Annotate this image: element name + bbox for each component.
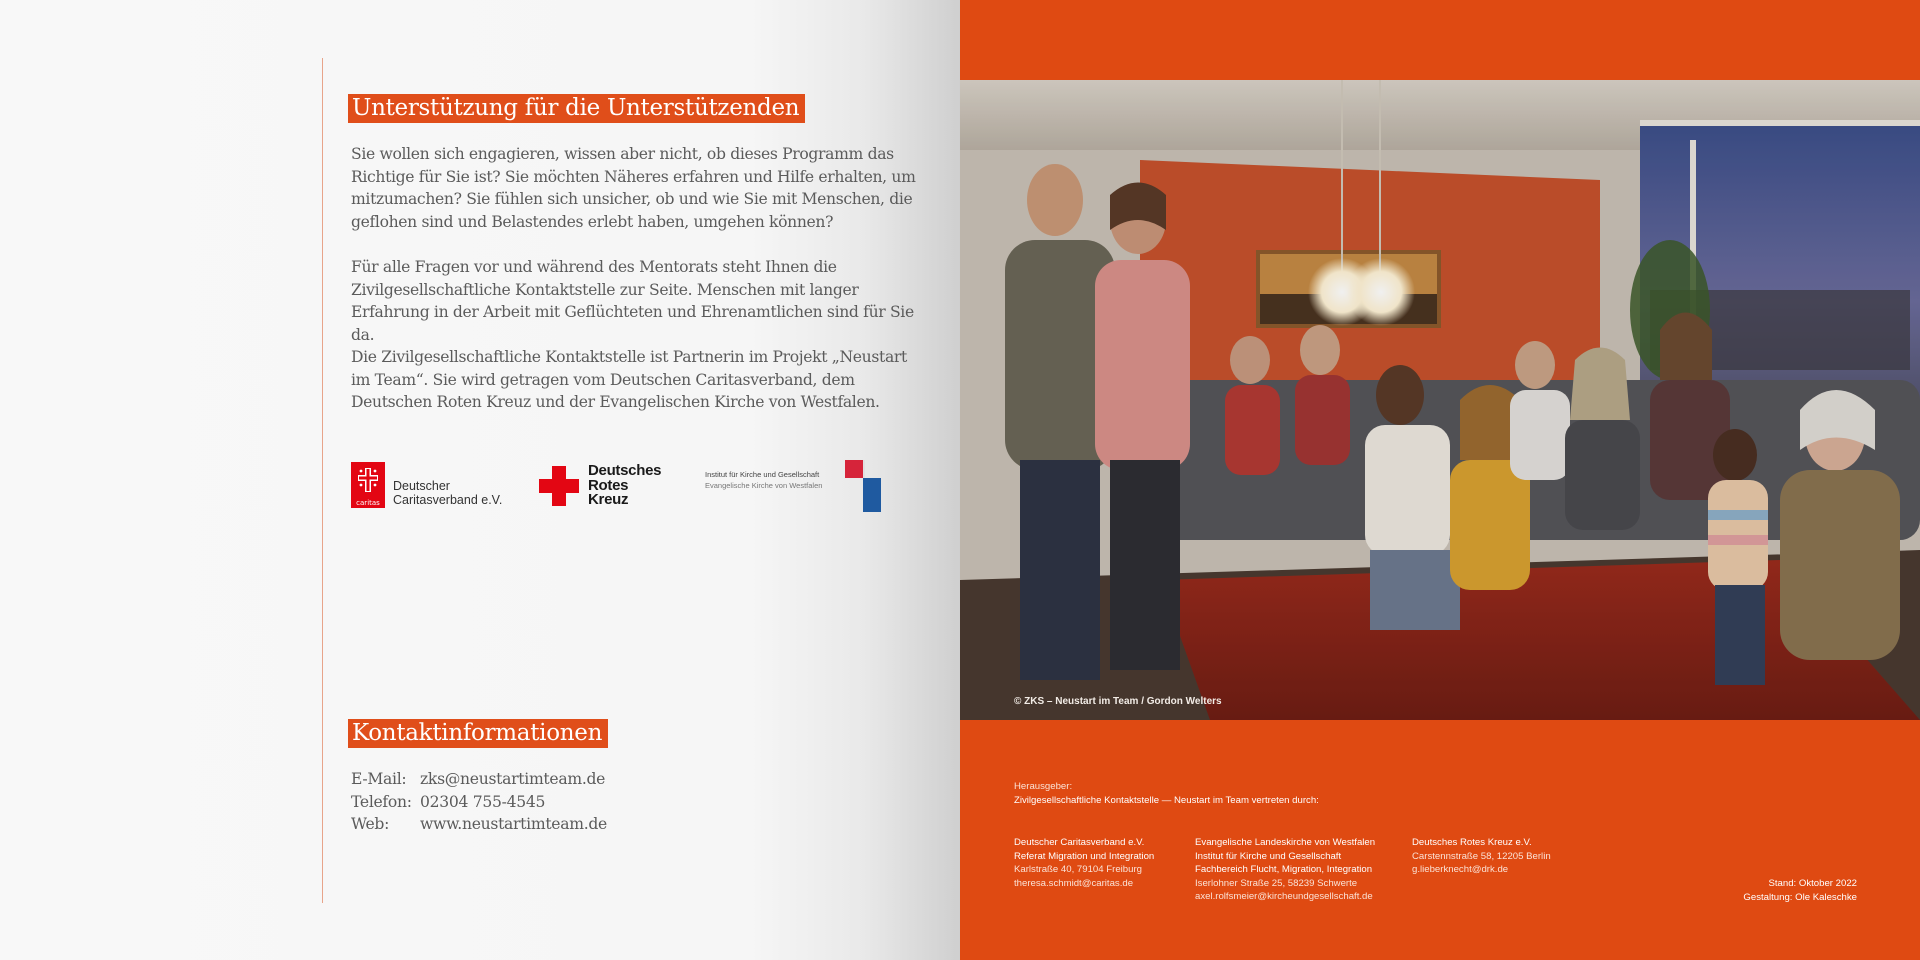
drk-line-1: Deutsches [588,462,662,479]
imprint-line: Iserlohner Straße 25, 58239 Schwerte [1195,877,1358,889]
phone-link[interactable]: 02304 755-4545 [420,792,546,811]
imprint-line: Carstennstraße 58, 12205 Berlin [1412,850,1551,862]
contact-row-email [351,768,607,791]
imprint-meta [1743,877,1857,904]
ikg-logo [705,460,885,514]
contact-row-phone [351,791,607,814]
drk-logo [539,464,679,510]
imprint-ekvw [1195,836,1375,904]
imprint-email[interactable]: g.lieberknecht@drk.de [1412,864,1509,875]
paragraph-partnership: Die Zivilgesellschaftliche Kontaktstelle ist Partnerin im Projekt „Neustart im Team“. Sie wird getragen vom Deutschen Caritasverband, dem Deutschen Roten Kreuz und der Evangelischen Kirche von Westfalen. [351,348,907,411]
stand-date: Stand: Oktober 2022 [1768,878,1857,889]
imprint-email[interactable]: axel.rolfsmeier@kircheundgesellschaft.de [1195,891,1373,902]
vertical-divider-line [322,58,323,903]
caritas-logo-text [393,479,502,507]
publisher-name: Zivilgesellschaftliche Kontaktstelle — Neustart im Team vertreten durch: [1014,794,1319,806]
ikg-logo-text [705,469,822,491]
ikg-line-2: Evangelische Kirche von Westfalen [705,481,823,490]
web-link[interactable]: www.neustartimteam.de [420,815,607,833]
paragraph-contact-point: Für alle Fragen vor und während des Mentorats steht Ihnen die Zivilgesellschaftliche Kontaktstelle zur Seite. Menschen mit langer Erfahrung in der Arbeit mit Geflüchteten und Ehrenamtlichen sind für Sie da. [351,258,914,344]
drk-logo-text [588,464,661,508]
imprint-email[interactable]: theresa.schmidt@caritas.de [1014,877,1134,889]
publisher-label: Herausgeber: [1014,781,1073,792]
group-photo [960,80,1920,720]
contact-row-web [351,813,607,836]
imprint-line: Institut für Kirche und Gesellschaft [1195,850,1342,862]
drk-line-3: Kreuz [588,491,629,508]
red-cross-icon [539,466,579,506]
email-link[interactable]: zks@neustartimteam.de [420,770,606,788]
caritas-line-2: Caritasverband e.V. [393,493,503,507]
drk-line-2: Rotes [588,476,629,494]
caritas-line-1: Deutscher [393,479,450,493]
imprint-line: Deutsches Rotes Kreuz e.V. [1412,837,1532,848]
caritas-box-label: caritas [356,499,380,507]
right-page [960,0,1920,960]
imprint-line: Karlstraße 40, 79104 Freiburg [1014,864,1142,875]
imprint-line: Fachbereich Flucht, Migration, Integration [1195,864,1373,875]
heading-contact: Kontaktinformationen [348,719,608,748]
imprint-line: Referat Migration und Integration [1014,850,1155,862]
caritas-flame-cross-icon [351,462,385,508]
group-photo-illustration [960,80,1920,720]
paragraph-intro: Sie wollen sich engagieren, wissen aber nicht, ob dieses Programm das Richtige für Sie ist? Sie möchten Näheres erfahren und Hilfe erhalten, um mitzumachen? Sie fühlen sich unsicher, ob und wie Sie mit Menschen, die geflohen sind und Belastendes erlebt haben, umgehen können? [351,145,916,231]
photo-credit: © ZKS – Neustart im Team / Gordon Welters [1014,696,1222,707]
heading-support: Unterstützung für die Unterstützenden [348,94,805,123]
contact-list [351,768,607,836]
publisher-block [1014,780,1319,807]
design-credit: Gestaltung: Ole Kaleschke [1743,891,1857,903]
contact-label: E-Mail: [351,770,407,788]
imprint-line: Evangelische Landeskirche von Westfalen [1195,837,1376,848]
imprint-line: Deutscher Caritasverband e.V. [1014,837,1145,848]
contact-label: Web: [351,815,390,833]
caritas-logo [351,462,506,510]
contact-label: Telefon: [351,792,412,811]
ikg-line-1: Institut für Kirche und Gesellschaft [705,470,820,479]
imprint-drk [1412,836,1551,877]
imprint-caritas [1014,836,1154,890]
ikg-cross-mark-icon [845,460,881,512]
